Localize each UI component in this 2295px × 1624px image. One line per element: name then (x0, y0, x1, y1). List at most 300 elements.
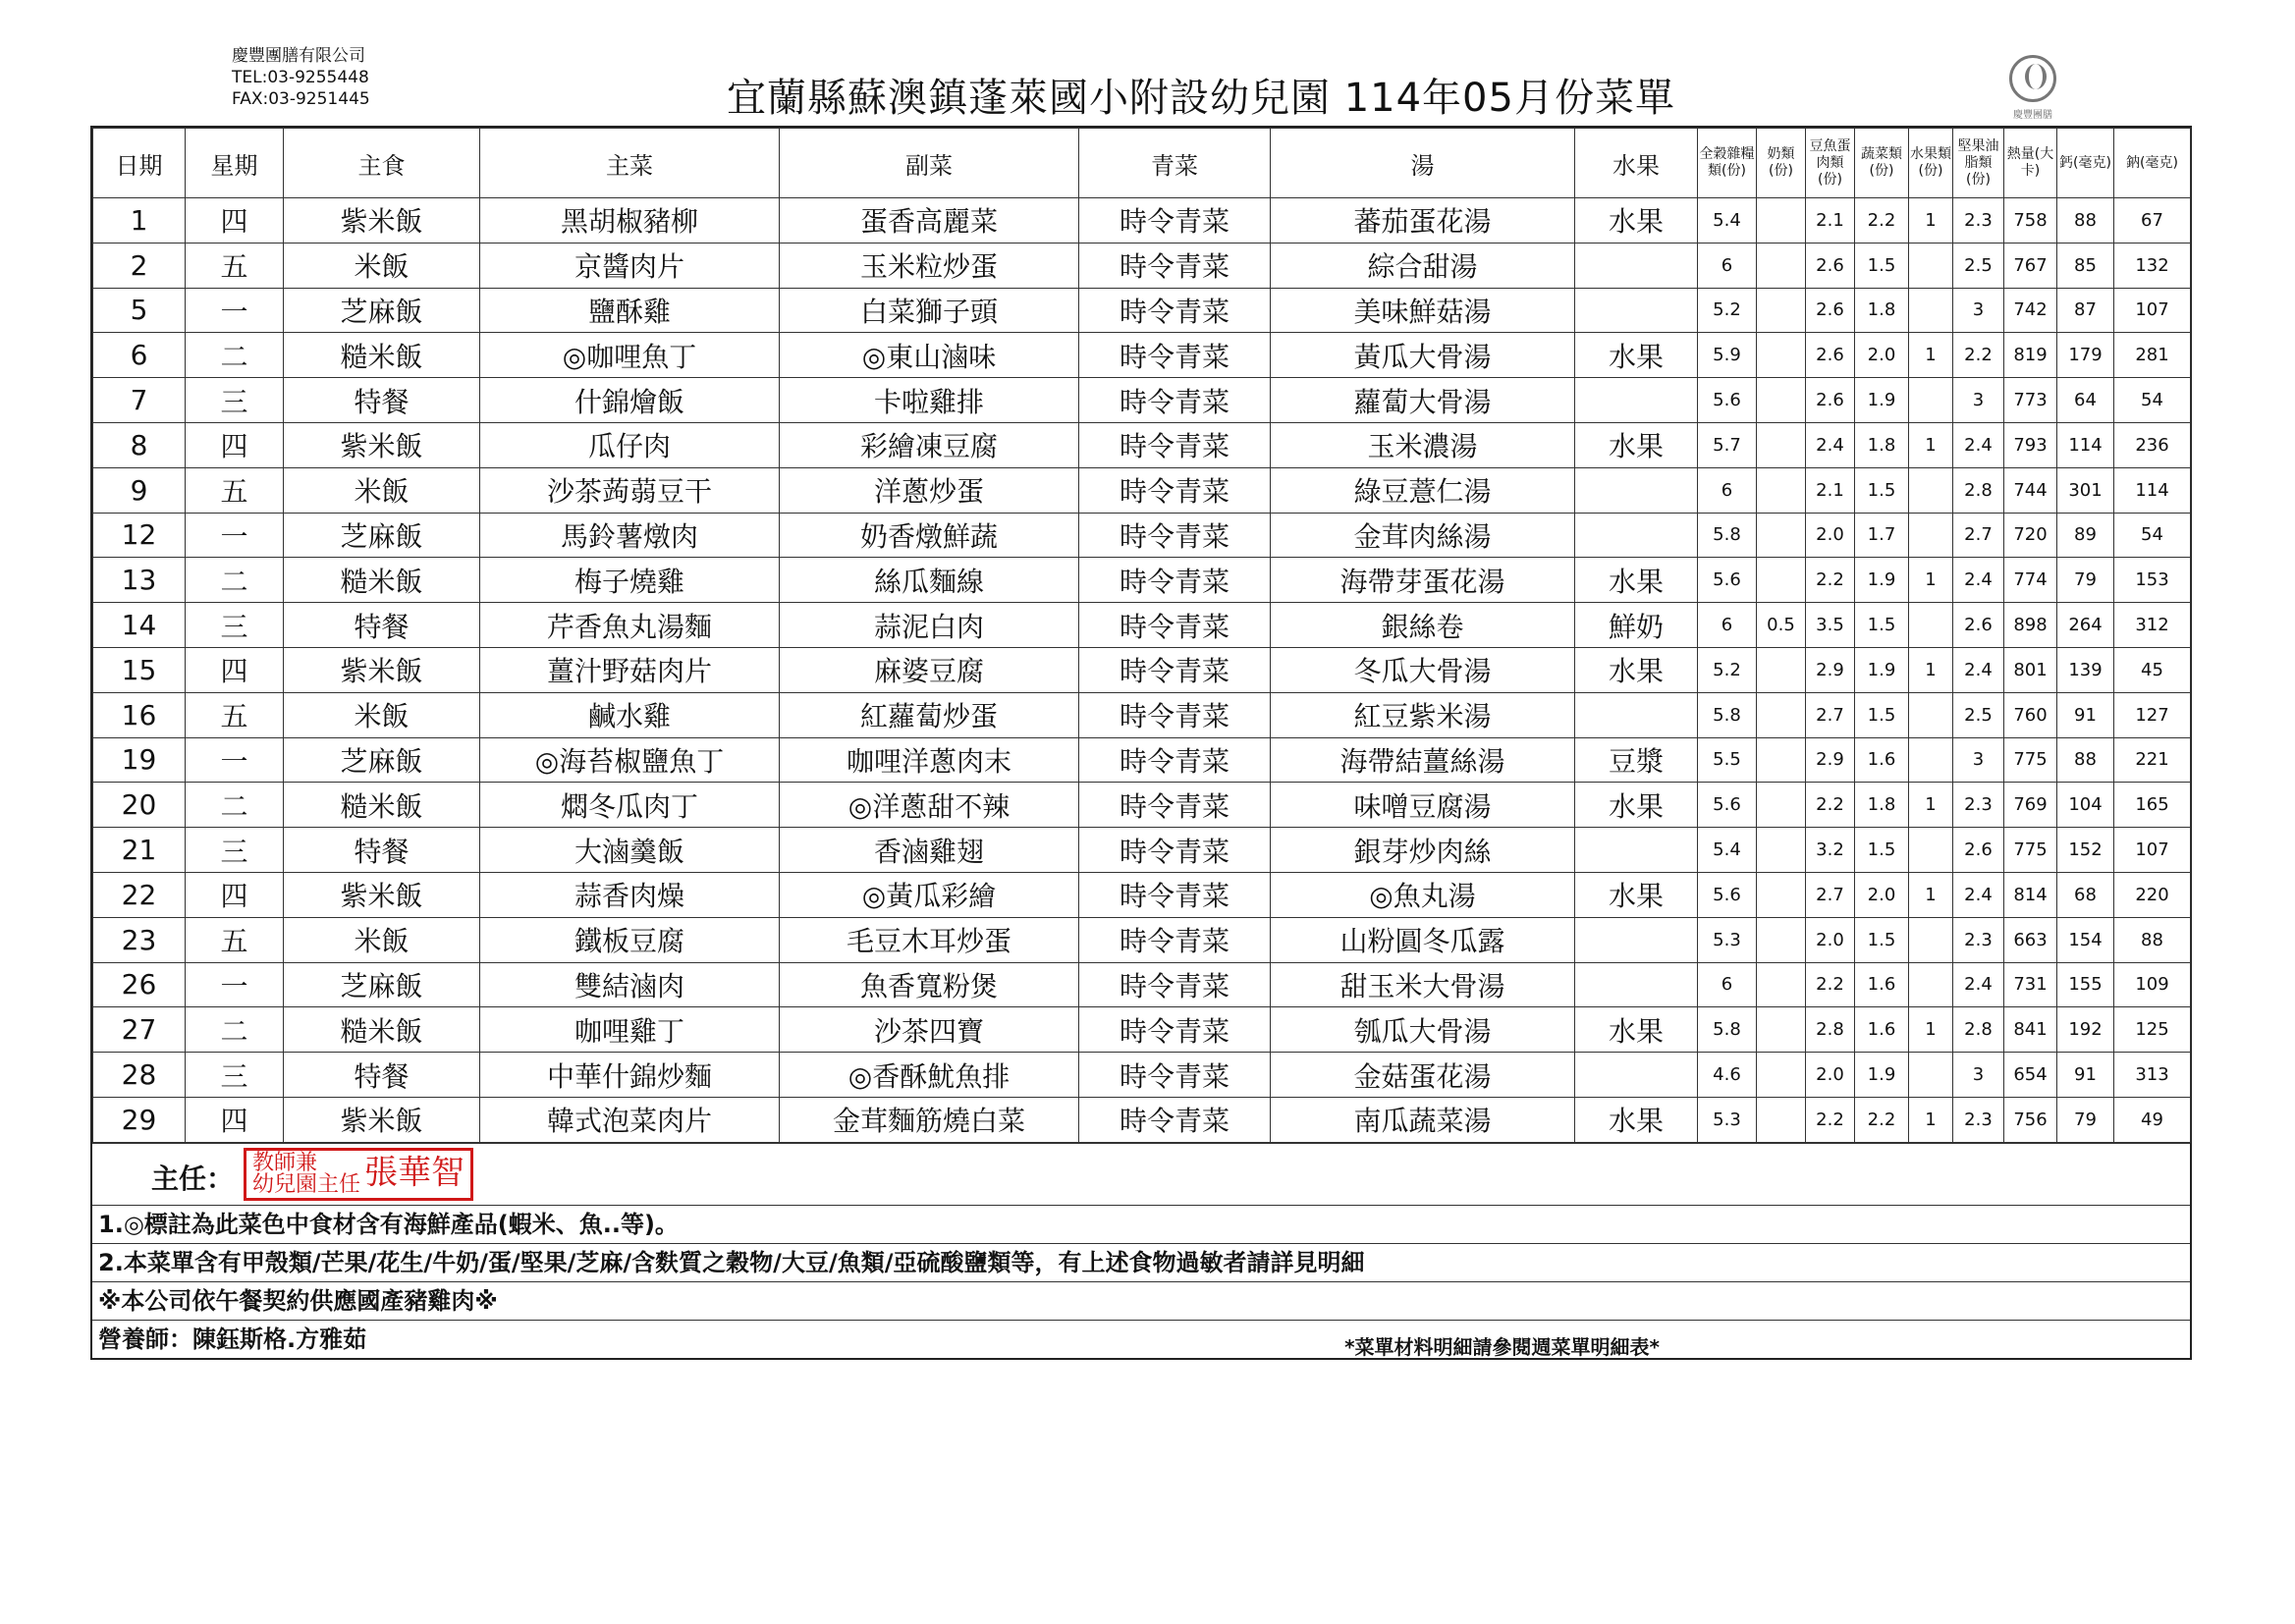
cell-fruit-servings: 1 (1909, 783, 1953, 828)
cell-sodium: 220 (2114, 872, 2191, 917)
header-date: 日期 (93, 129, 186, 198)
cell-sodium: 125 (2114, 1007, 2191, 1053)
cell-staple: 芝麻飯 (284, 737, 480, 783)
stamp-name: 張華智 (364, 1153, 465, 1193)
cell-sodium: 165 (2114, 783, 2191, 828)
cell-kcal: 742 (2004, 288, 2057, 333)
cell-vegetable: 時令青菜 (1079, 692, 1271, 737)
header-veg: 青菜 (1079, 129, 1271, 198)
cell-fruit-servings (1909, 288, 1953, 333)
cell-date: 22 (93, 872, 186, 917)
cell-staple: 紫米飯 (284, 1097, 480, 1142)
cell-main-dish: 鹽酥雞 (480, 288, 780, 333)
cell-staple: 米飯 (284, 917, 480, 962)
cell-veg-servings: 1.6 (1855, 1007, 1909, 1053)
cell-fruit-servings: 1 (1909, 333, 1953, 378)
cell-fruit-servings: 1 (1909, 422, 1953, 467)
cell-weekday: 五 (186, 917, 284, 962)
company-logo (2003, 55, 2062, 134)
note-allergens: 2.本菜單含有甲殼類/芒果/花生/牛奶/蛋/堅果/芝麻/含麩質之穀物/大豆/魚類/亞硫酸鹽類等，有上述食物過敏者請詳見明細 (92, 1243, 2190, 1281)
header-vegserv: 蔬菜類(份) (1855, 129, 1909, 198)
cell-calcium: 64 (2057, 378, 2114, 423)
cell-side-dish: ◎東山滷味 (780, 333, 1079, 378)
cell-date: 14 (93, 603, 186, 648)
cell-vegetable: 時令青菜 (1079, 198, 1271, 244)
cell-sodium: 45 (2114, 647, 2191, 692)
cell-grains: 5.9 (1698, 333, 1757, 378)
cell-staple: 芝麻飯 (284, 962, 480, 1007)
note-dietitian (92, 1320, 2190, 1358)
cell-vegetable: 時令青菜 (1079, 513, 1271, 558)
cell-grains: 5.5 (1698, 737, 1757, 783)
cell-weekday: 四 (186, 647, 284, 692)
cell-kcal: 793 (2004, 422, 2057, 467)
cell-main-dish: 燜冬瓜肉丁 (480, 783, 780, 828)
cell-sodium: 312 (2114, 603, 2191, 648)
cell-soup: 山粉圓冬瓜露 (1271, 917, 1575, 962)
cell-weekday: 二 (186, 1007, 284, 1053)
cell-soup: 蘿蔔大骨湯 (1271, 378, 1575, 423)
cell-grains: 5.2 (1698, 288, 1757, 333)
cell-grains: 5.7 (1698, 422, 1757, 467)
cell-calcium: 104 (2057, 783, 2114, 828)
cell-fruit: 水果 (1575, 1097, 1698, 1142)
cell-milk (1757, 378, 1806, 423)
header-oil: 堅果油脂類(份) (1953, 129, 2004, 198)
table-row (93, 1007, 2191, 1053)
cell-weekday: 一 (186, 513, 284, 558)
cell-oil: 3 (1953, 288, 2004, 333)
cell-fruit-servings (1909, 513, 1953, 558)
cell-main-dish: 黑胡椒豬柳 (480, 198, 780, 244)
header-sodium: 鈉(毫克) (2114, 129, 2191, 198)
cell-kcal: 841 (2004, 1007, 2057, 1053)
cell-kcal: 775 (2004, 737, 2057, 783)
cell-staple: 米飯 (284, 467, 480, 513)
cell-oil: 2.3 (1953, 1097, 2004, 1142)
cell-calcium: 264 (2057, 603, 2114, 648)
cell-milk (1757, 647, 1806, 692)
table-row (93, 243, 2191, 288)
cell-sodium: 114 (2114, 467, 2191, 513)
cell-veg-servings: 2.2 (1855, 1097, 1909, 1142)
cell-sodium: 236 (2114, 422, 2191, 467)
header-soup: 湯 (1271, 129, 1575, 198)
cell-calcium: 155 (2057, 962, 2114, 1007)
cell-kcal: 898 (2004, 603, 2057, 648)
header-kcal: 熱量(大卡) (2004, 129, 2057, 198)
table-row (93, 558, 2191, 603)
cell-main-dish: 蒜香肉燥 (480, 872, 780, 917)
cell-milk (1757, 198, 1806, 244)
cell-milk (1757, 783, 1806, 828)
cell-side-dish: 毛豆木耳炒蛋 (780, 917, 1079, 962)
table-row (93, 513, 2191, 558)
cell-vegetable: 時令青菜 (1079, 737, 1271, 783)
cell-sodium: 132 (2114, 243, 2191, 288)
cell-vegetable: 時令青菜 (1079, 378, 1271, 423)
cell-sodium: 109 (2114, 962, 2191, 1007)
cell-sodium: 54 (2114, 378, 2191, 423)
cell-main-dish: 雙結滷肉 (480, 962, 780, 1007)
cell-calcium: 79 (2057, 1097, 2114, 1142)
cell-fruit-servings (1909, 737, 1953, 783)
table-row (93, 288, 2191, 333)
cell-main-dish: 芹香魚丸湯麵 (480, 603, 780, 648)
cell-date: 19 (93, 737, 186, 783)
stamp-line1: 教師兼 (252, 1150, 318, 1175)
cell-staple: 特餐 (284, 603, 480, 648)
cell-vegetable: 時令青菜 (1079, 1007, 1271, 1053)
cell-oil: 2.2 (1953, 333, 2004, 378)
cell-milk (1757, 737, 1806, 783)
cell-oil: 2.3 (1953, 917, 2004, 962)
cell-kcal: 774 (2004, 558, 2057, 603)
cell-protein: 2.7 (1806, 692, 1855, 737)
cell-fruit: 水果 (1575, 647, 1698, 692)
header-weekday: 星期 (186, 129, 284, 198)
cell-vegetable: 時令青菜 (1079, 1097, 1271, 1142)
cell-grains: 5.6 (1698, 378, 1757, 423)
cell-fruit-servings (1909, 1053, 1953, 1098)
cell-main-dish: 薑汁野菇肉片 (480, 647, 780, 692)
cell-staple: 紫米飯 (284, 198, 480, 244)
cell-date: 29 (93, 1097, 186, 1142)
cell-sodium: 107 (2114, 828, 2191, 873)
cell-weekday: 一 (186, 962, 284, 1007)
cell-staple: 糙米飯 (284, 1007, 480, 1053)
cell-calcium: 87 (2057, 288, 2114, 333)
cell-veg-servings: 1.9 (1855, 647, 1909, 692)
cell-protein: 2.7 (1806, 872, 1855, 917)
cell-main-dish: 瓜仔肉 (480, 422, 780, 467)
director-label: 主任： (151, 1162, 235, 1195)
cell-veg-servings: 1.8 (1855, 288, 1909, 333)
stamp-line2: 幼兒園主任 (252, 1171, 361, 1197)
cell-vegetable: 時令青菜 (1079, 558, 1271, 603)
cell-side-dish: ◎香酥魷魚排 (780, 1053, 1079, 1098)
logo-icon (2009, 55, 2056, 102)
cell-vegetable: 時令青菜 (1079, 1053, 1271, 1098)
company-fax: FAX:03-9251445 (232, 89, 370, 109)
cell-sodium: 88 (2114, 917, 2191, 962)
cell-soup: 味噌豆腐湯 (1271, 783, 1575, 828)
cell-soup: ◎魚丸湯 (1271, 872, 1575, 917)
cell-weekday: 三 (186, 1053, 284, 1098)
cell-protein: 2.6 (1806, 243, 1855, 288)
cell-fruit-servings (1909, 467, 1953, 513)
cell-protein: 2.9 (1806, 737, 1855, 783)
company-name: 慶豐團膳有限公司 (232, 46, 365, 66)
cell-oil: 2.5 (1953, 243, 2004, 288)
cell-date: 27 (93, 1007, 186, 1053)
cell-soup: 海帶芽蛋花湯 (1271, 558, 1575, 603)
cell-date: 15 (93, 647, 186, 692)
cell-date: 21 (93, 828, 186, 873)
cell-fruit (1575, 243, 1698, 288)
cell-staple: 糙米飯 (284, 783, 480, 828)
cell-milk (1757, 513, 1806, 558)
cell-fruit (1575, 692, 1698, 737)
cell-calcium: 154 (2057, 917, 2114, 962)
cell-soup: 金茸肉絲湯 (1271, 513, 1575, 558)
header-calcium: 鈣(毫克) (2057, 129, 2114, 198)
cell-sodium: 313 (2114, 1053, 2191, 1098)
note-meat-origin: ※本公司依午餐契約供應國產豬雞肉※ (92, 1281, 2190, 1320)
cell-vegetable: 時令青菜 (1079, 962, 1271, 1007)
cell-weekday: 四 (186, 198, 284, 244)
cell-fruit (1575, 467, 1698, 513)
cell-side-dish: 蒜泥白肉 (780, 603, 1079, 648)
cell-date: 28 (93, 1053, 186, 1098)
cell-veg-servings: 1.5 (1855, 692, 1909, 737)
cell-kcal: 731 (2004, 962, 2057, 1007)
cell-soup: 綜合甜湯 (1271, 243, 1575, 288)
cell-side-dish: 蛋香高麗菜 (780, 198, 1079, 244)
cell-date: 23 (93, 917, 186, 962)
cell-kcal: 801 (2004, 647, 2057, 692)
cell-date: 12 (93, 513, 186, 558)
cell-weekday: 三 (186, 378, 284, 423)
cell-soup: 黃瓜大骨湯 (1271, 333, 1575, 378)
cell-side-dish: 絲瓜麵線 (780, 558, 1079, 603)
cell-calcium: 85 (2057, 243, 2114, 288)
cell-staple: 紫米飯 (284, 422, 480, 467)
cell-kcal: 769 (2004, 783, 2057, 828)
cell-fruit: 水果 (1575, 558, 1698, 603)
dietitian-text: 營養師：陳鈺斯格.方雅茹 (98, 1325, 367, 1353)
cell-main-dish: 馬鈴薯燉肉 (480, 513, 780, 558)
cell-main-dish: 中華什錦炒麵 (480, 1053, 780, 1098)
cell-protein: 2.4 (1806, 422, 1855, 467)
cell-sodium: 107 (2114, 288, 2191, 333)
cell-oil: 2.7 (1953, 513, 2004, 558)
cell-date: 7 (93, 378, 186, 423)
cell-milk (1757, 467, 1806, 513)
cell-protein: 2.2 (1806, 558, 1855, 603)
cell-protein: 2.6 (1806, 333, 1855, 378)
cell-vegetable: 時令青菜 (1079, 603, 1271, 648)
cell-sodium: 127 (2114, 692, 2191, 737)
table-row (93, 467, 2191, 513)
cell-soup: 美味鮮菇湯 (1271, 288, 1575, 333)
cell-grains: 5.6 (1698, 558, 1757, 603)
cell-staple: 糙米飯 (284, 558, 480, 603)
cell-main-dish: ◎海苔椒鹽魚丁 (480, 737, 780, 783)
cell-staple: 芝麻飯 (284, 288, 480, 333)
cell-calcium: 89 (2057, 513, 2114, 558)
header-main: 主菜 (480, 129, 780, 198)
cell-vegetable: 時令青菜 (1079, 647, 1271, 692)
cell-staple: 特餐 (284, 828, 480, 873)
menu-sheet (90, 126, 2192, 1360)
cell-grains: 4.6 (1698, 1053, 1757, 1098)
cell-calcium: 139 (2057, 647, 2114, 692)
header-side: 副菜 (780, 129, 1079, 198)
cell-main-dish: 韓式泡菜肉片 (480, 1097, 780, 1142)
cell-calcium: 68 (2057, 872, 2114, 917)
table-row (93, 917, 2191, 962)
cell-fruit-servings (1909, 243, 1953, 288)
director-row (92, 1143, 2190, 1205)
cell-oil: 3 (1953, 1053, 2004, 1098)
cell-fruit: 水果 (1575, 872, 1698, 917)
cell-fruit: 豆漿 (1575, 737, 1698, 783)
cell-main-dish: 沙茶蒟蒻豆干 (480, 467, 780, 513)
cell-calcium: 88 (2057, 198, 2114, 244)
note-seafood: 1.◎標註為此菜色中食材含有海鮮產品(蝦米、魚..等)。 (92, 1205, 2190, 1243)
header-milk: 奶類(份) (1757, 129, 1806, 198)
cell-protein: 2.0 (1806, 513, 1855, 558)
cell-veg-servings: 1.5 (1855, 243, 1909, 288)
cell-oil: 2.6 (1953, 603, 2004, 648)
cell-protein: 3.2 (1806, 828, 1855, 873)
cell-kcal: 760 (2004, 692, 2057, 737)
cell-grains: 5.8 (1698, 692, 1757, 737)
cell-soup: 海帶結薑絲湯 (1271, 737, 1575, 783)
cell-fruit: 水果 (1575, 198, 1698, 244)
cell-oil: 2.4 (1953, 872, 2004, 917)
cell-side-dish: 金茸麵筋燒白菜 (780, 1097, 1079, 1142)
cell-milk (1757, 1053, 1806, 1098)
cell-fruit-servings (1909, 692, 1953, 737)
cell-milk (1757, 917, 1806, 962)
cell-weekday: 一 (186, 288, 284, 333)
cell-sodium: 281 (2114, 333, 2191, 378)
cell-milk (1757, 422, 1806, 467)
cell-veg-servings: 1.5 (1855, 603, 1909, 648)
cell-date: 6 (93, 333, 186, 378)
menu-body (93, 198, 2191, 1143)
cell-main-dish: 鹹水雞 (480, 692, 780, 737)
director-stamp (244, 1148, 473, 1201)
cell-veg-servings: 1.5 (1855, 467, 1909, 513)
table-row (93, 783, 2191, 828)
menu-table (92, 128, 2191, 1143)
cell-milk (1757, 872, 1806, 917)
cell-side-dish: 紅蘿蔔炒蛋 (780, 692, 1079, 737)
cell-staple: 紫米飯 (284, 872, 480, 917)
header-protein: 豆魚蛋肉類(份) (1806, 129, 1855, 198)
table-row (93, 333, 2191, 378)
cell-staple: 米飯 (284, 243, 480, 288)
cell-veg-servings: 1.6 (1855, 737, 1909, 783)
cell-veg-servings: 2.0 (1855, 333, 1909, 378)
cell-date: 20 (93, 783, 186, 828)
cell-fruit (1575, 288, 1698, 333)
table-row (93, 737, 2191, 783)
cell-oil: 2.4 (1953, 558, 2004, 603)
cell-sodium: 153 (2114, 558, 2191, 603)
table-row (93, 647, 2191, 692)
cell-date: 13 (93, 558, 186, 603)
cell-side-dish: 卡啦雞排 (780, 378, 1079, 423)
cell-oil: 2.3 (1953, 198, 2004, 244)
cell-milk (1757, 288, 1806, 333)
cell-protein: 2.2 (1806, 962, 1855, 1007)
cell-fruit: 水果 (1575, 333, 1698, 378)
cell-vegetable: 時令青菜 (1079, 872, 1271, 917)
cell-weekday: 一 (186, 737, 284, 783)
cell-oil: 2.4 (1953, 647, 2004, 692)
cell-side-dish: 白菜獅子頭 (780, 288, 1079, 333)
cell-staple: 芝麻飯 (284, 513, 480, 558)
cell-kcal: 756 (2004, 1097, 2057, 1142)
cell-side-dish: 香滷雞翅 (780, 828, 1079, 873)
cell-sodium: 221 (2114, 737, 2191, 783)
cell-soup: 金菇蛋花湯 (1271, 1053, 1575, 1098)
cell-vegetable: 時令青菜 (1079, 917, 1271, 962)
cell-main-dish: 大滷羹飯 (480, 828, 780, 873)
cell-calcium: 88 (2057, 737, 2114, 783)
cell-side-dish: ◎黃瓜彩繪 (780, 872, 1079, 917)
cell-veg-servings: 1.9 (1855, 378, 1909, 423)
cell-date: 8 (93, 422, 186, 467)
cell-grains: 5.6 (1698, 872, 1757, 917)
table-row (93, 378, 2191, 423)
cell-main-dish: ◎咖哩魚丁 (480, 333, 780, 378)
cell-main-dish: 什錦燴飯 (480, 378, 780, 423)
cell-protein: 2.1 (1806, 467, 1855, 513)
cell-weekday: 三 (186, 603, 284, 648)
cell-weekday: 二 (186, 558, 284, 603)
cell-oil: 2.8 (1953, 1007, 2004, 1053)
detail-note: *菜單材料明細請參閱週菜單明細表* (1344, 1334, 1660, 1359)
cell-fruit-servings (1909, 828, 1953, 873)
cell-fruit-servings (1909, 917, 1953, 962)
company-tel: TEL:03-9255448 (232, 68, 369, 87)
cell-kcal: 663 (2004, 917, 2057, 962)
cell-soup: 玉米濃湯 (1271, 422, 1575, 467)
cell-vegetable: 時令青菜 (1079, 467, 1271, 513)
cell-staple: 特餐 (284, 1053, 480, 1098)
cell-fruit-servings: 1 (1909, 1007, 1953, 1053)
cell-side-dish: 沙茶四寶 (780, 1007, 1079, 1053)
cell-soup: 紅豆紫米湯 (1271, 692, 1575, 737)
cell-milk (1757, 333, 1806, 378)
cell-weekday: 五 (186, 243, 284, 288)
cell-soup: 蕃茄蛋花湯 (1271, 198, 1575, 244)
cell-grains: 5.8 (1698, 1007, 1757, 1053)
cell-vegetable: 時令青菜 (1079, 288, 1271, 333)
cell-calcium: 152 (2057, 828, 2114, 873)
cell-kcal: 775 (2004, 828, 2057, 873)
cell-oil: 3 (1953, 378, 2004, 423)
table-row (93, 872, 2191, 917)
table-row (93, 422, 2191, 467)
cell-fruit-servings: 1 (1909, 872, 1953, 917)
cell-fruit-servings: 1 (1909, 558, 1953, 603)
cell-staple: 特餐 (284, 378, 480, 423)
cell-veg-servings: 2.2 (1855, 198, 1909, 244)
header-fruit: 水果 (1575, 129, 1698, 198)
cell-veg-servings: 1.9 (1855, 1053, 1909, 1098)
cell-grains: 5.2 (1698, 647, 1757, 692)
cell-side-dish: 彩繪凍豆腐 (780, 422, 1079, 467)
cell-oil: 2.6 (1953, 828, 2004, 873)
cell-kcal: 720 (2004, 513, 2057, 558)
table-row (93, 1097, 2191, 1142)
cell-weekday: 二 (186, 333, 284, 378)
cell-fruit-servings (1909, 378, 1953, 423)
cell-sodium: 49 (2114, 1097, 2191, 1142)
cell-kcal: 758 (2004, 198, 2057, 244)
cell-veg-servings: 1.7 (1855, 513, 1909, 558)
cell-grains: 5.6 (1698, 783, 1757, 828)
cell-weekday: 五 (186, 467, 284, 513)
cell-kcal: 767 (2004, 243, 2057, 288)
cell-veg-servings: 1.6 (1855, 962, 1909, 1007)
